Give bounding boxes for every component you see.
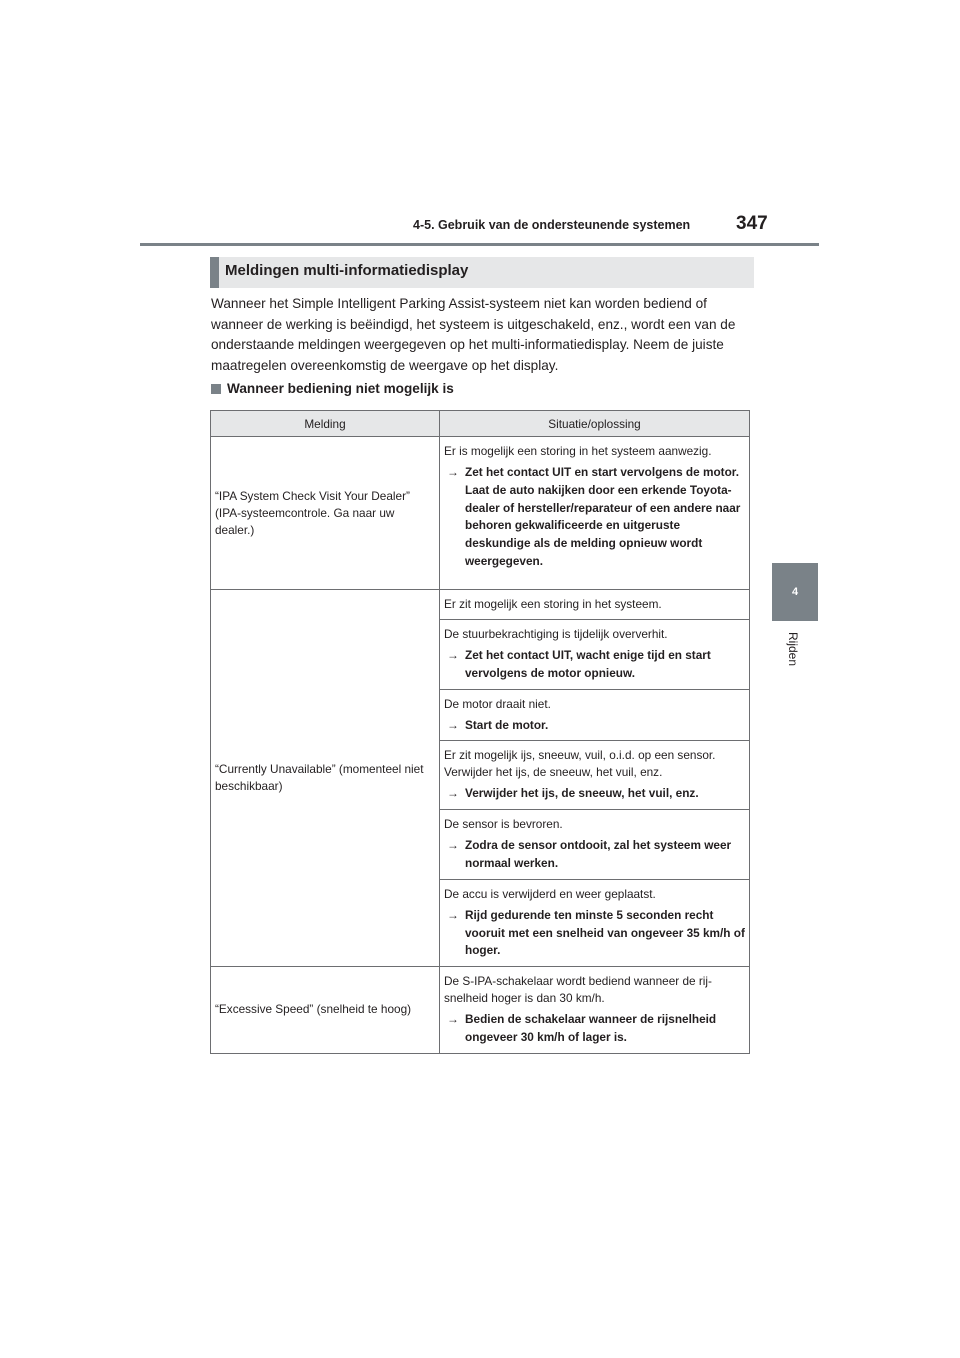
solution-line <box>444 837 745 873</box>
message-cell: “IPA System Check Visit Your Dealer” (IPA-systeemcontrole. Ga naar uw dealer.) <box>211 437 440 590</box>
square-bullet-icon <box>211 384 221 394</box>
solution-line <box>444 647 745 683</box>
subheading <box>211 381 454 396</box>
situation-cell <box>440 967 750 1054</box>
subheading-text: Wanneer bediening niet mogelijk is <box>227 381 454 396</box>
situation-block <box>440 741 749 810</box>
situation-block <box>440 437 749 577</box>
solution-line <box>444 464 745 571</box>
table-row <box>211 437 750 590</box>
situation-text: Er is mogelijk een storing in het systeem aanwezig. <box>444 444 712 458</box>
table-row <box>211 967 750 1054</box>
chapter-tab <box>772 563 818 621</box>
chapter-number: 4 <box>791 586 799 598</box>
situation-text: De sensor is bevroren. <box>444 817 563 832</box>
arrow-right-icon: → <box>447 1012 459 1027</box>
page-number: 347 <box>736 213 768 234</box>
header-melding: Melding <box>211 411 440 437</box>
situation-block <box>440 880 749 966</box>
situation-text: De accu is verwijderd en weer geplaatst. <box>444 886 656 901</box>
table-body <box>211 437 750 1054</box>
situation-text: De stuurbekrachtiging is tijdelijk oververhit. <box>444 627 668 641</box>
arrow-right-icon: → <box>447 465 459 479</box>
situation-text: Er zit mogelijk ijs, sneeuw, vuil, o.i.d. op een sensor. Verwijder het ijs, de sneeuw, het vuil, enz. <box>444 748 716 780</box>
solution-line <box>444 1011 745 1047</box>
solution-text: Zet het contact UIT en start vervolgens de motor. Laat de auto nakijken door een erkende Toyota-dealer of hersteller/reparateur of een andere naar behoren gekwalificeerde en uitgeruste deskundige als de melding opnieuw wordt weergegeven. <box>465 465 741 568</box>
solution-text: Zet het contact UIT, wacht enige tijd en start vervolgens de motor opnieuw. <box>465 648 711 680</box>
solution-text: Rijd gedurende ten minste 5 seconden recht vooruit met een snelheid van ongeveer 35 km/h of hoger. <box>465 907 745 958</box>
solution-line <box>444 785 745 803</box>
chapter-label: Rijden <box>786 632 800 667</box>
situation-block <box>440 810 749 880</box>
situation-text: Er zit mogelijk een storing in het systeem. <box>444 597 662 611</box>
arrow-right-icon: → <box>447 786 459 801</box>
situation-cell <box>440 437 750 590</box>
situation-text: De S-IPA-schakelaar wordt bediend wanneer de rij-snelheid hoger is dan 30 km/h. <box>444 974 712 1006</box>
intro-paragraph: Wanneer het Simple Intelligent Parking Assist-systeem niet kan worden bediend of wanneer de werking is beëindigd, het systeem is uitgeschakeld, enz., wordt een van de onderstaande meldingen weergegeven op het multi-informatiedisplay. Neem de juiste maatregelen overeenkomstig de weergave op het display. <box>211 296 736 373</box>
header-situatie: Situatie/oplossing <box>440 411 750 437</box>
arrow-right-icon: → <box>447 648 459 662</box>
situation-block <box>440 590 749 620</box>
solution-text: Bedien de schakelaar wanneer de rijsnelheid ongeveer 30 km/h of lager is. <box>465 1012 717 1044</box>
header-divider <box>140 243 819 246</box>
situation-block <box>440 967 749 1053</box>
situation-cell <box>440 590 750 967</box>
solution-text: Start de motor. <box>465 717 549 732</box>
situation-block <box>440 620 749 690</box>
situation-block <box>440 690 749 742</box>
situation-text: De motor draait niet. <box>444 696 551 711</box>
header-section-title: 4-5. Gebruik van de ondersteunende systemen <box>413 218 691 232</box>
messages-table <box>210 410 750 1054</box>
table-header-row <box>211 411 750 437</box>
table-row <box>211 590 750 967</box>
solution-text: Zodra de sensor ontdooit, zal het systeem weer normaal werken. <box>465 838 732 870</box>
arrow-right-icon: → <box>447 717 459 732</box>
arrow-right-icon: → <box>447 838 459 853</box>
message-cell: “Currently Unavailable” (momenteel niet beschikbaar) <box>211 590 440 967</box>
solution-line <box>444 717 745 735</box>
solution-line <box>444 907 745 960</box>
solution-text: Verwijder het ijs, de sneeuw, het vuil, enz. <box>465 786 699 801</box>
section-heading: Meldingen multi-informatiedisplay <box>210 257 754 288</box>
message-cell: “Excessive Speed” (snelheid te hoog) <box>211 967 440 1054</box>
arrow-right-icon: → <box>447 907 459 922</box>
